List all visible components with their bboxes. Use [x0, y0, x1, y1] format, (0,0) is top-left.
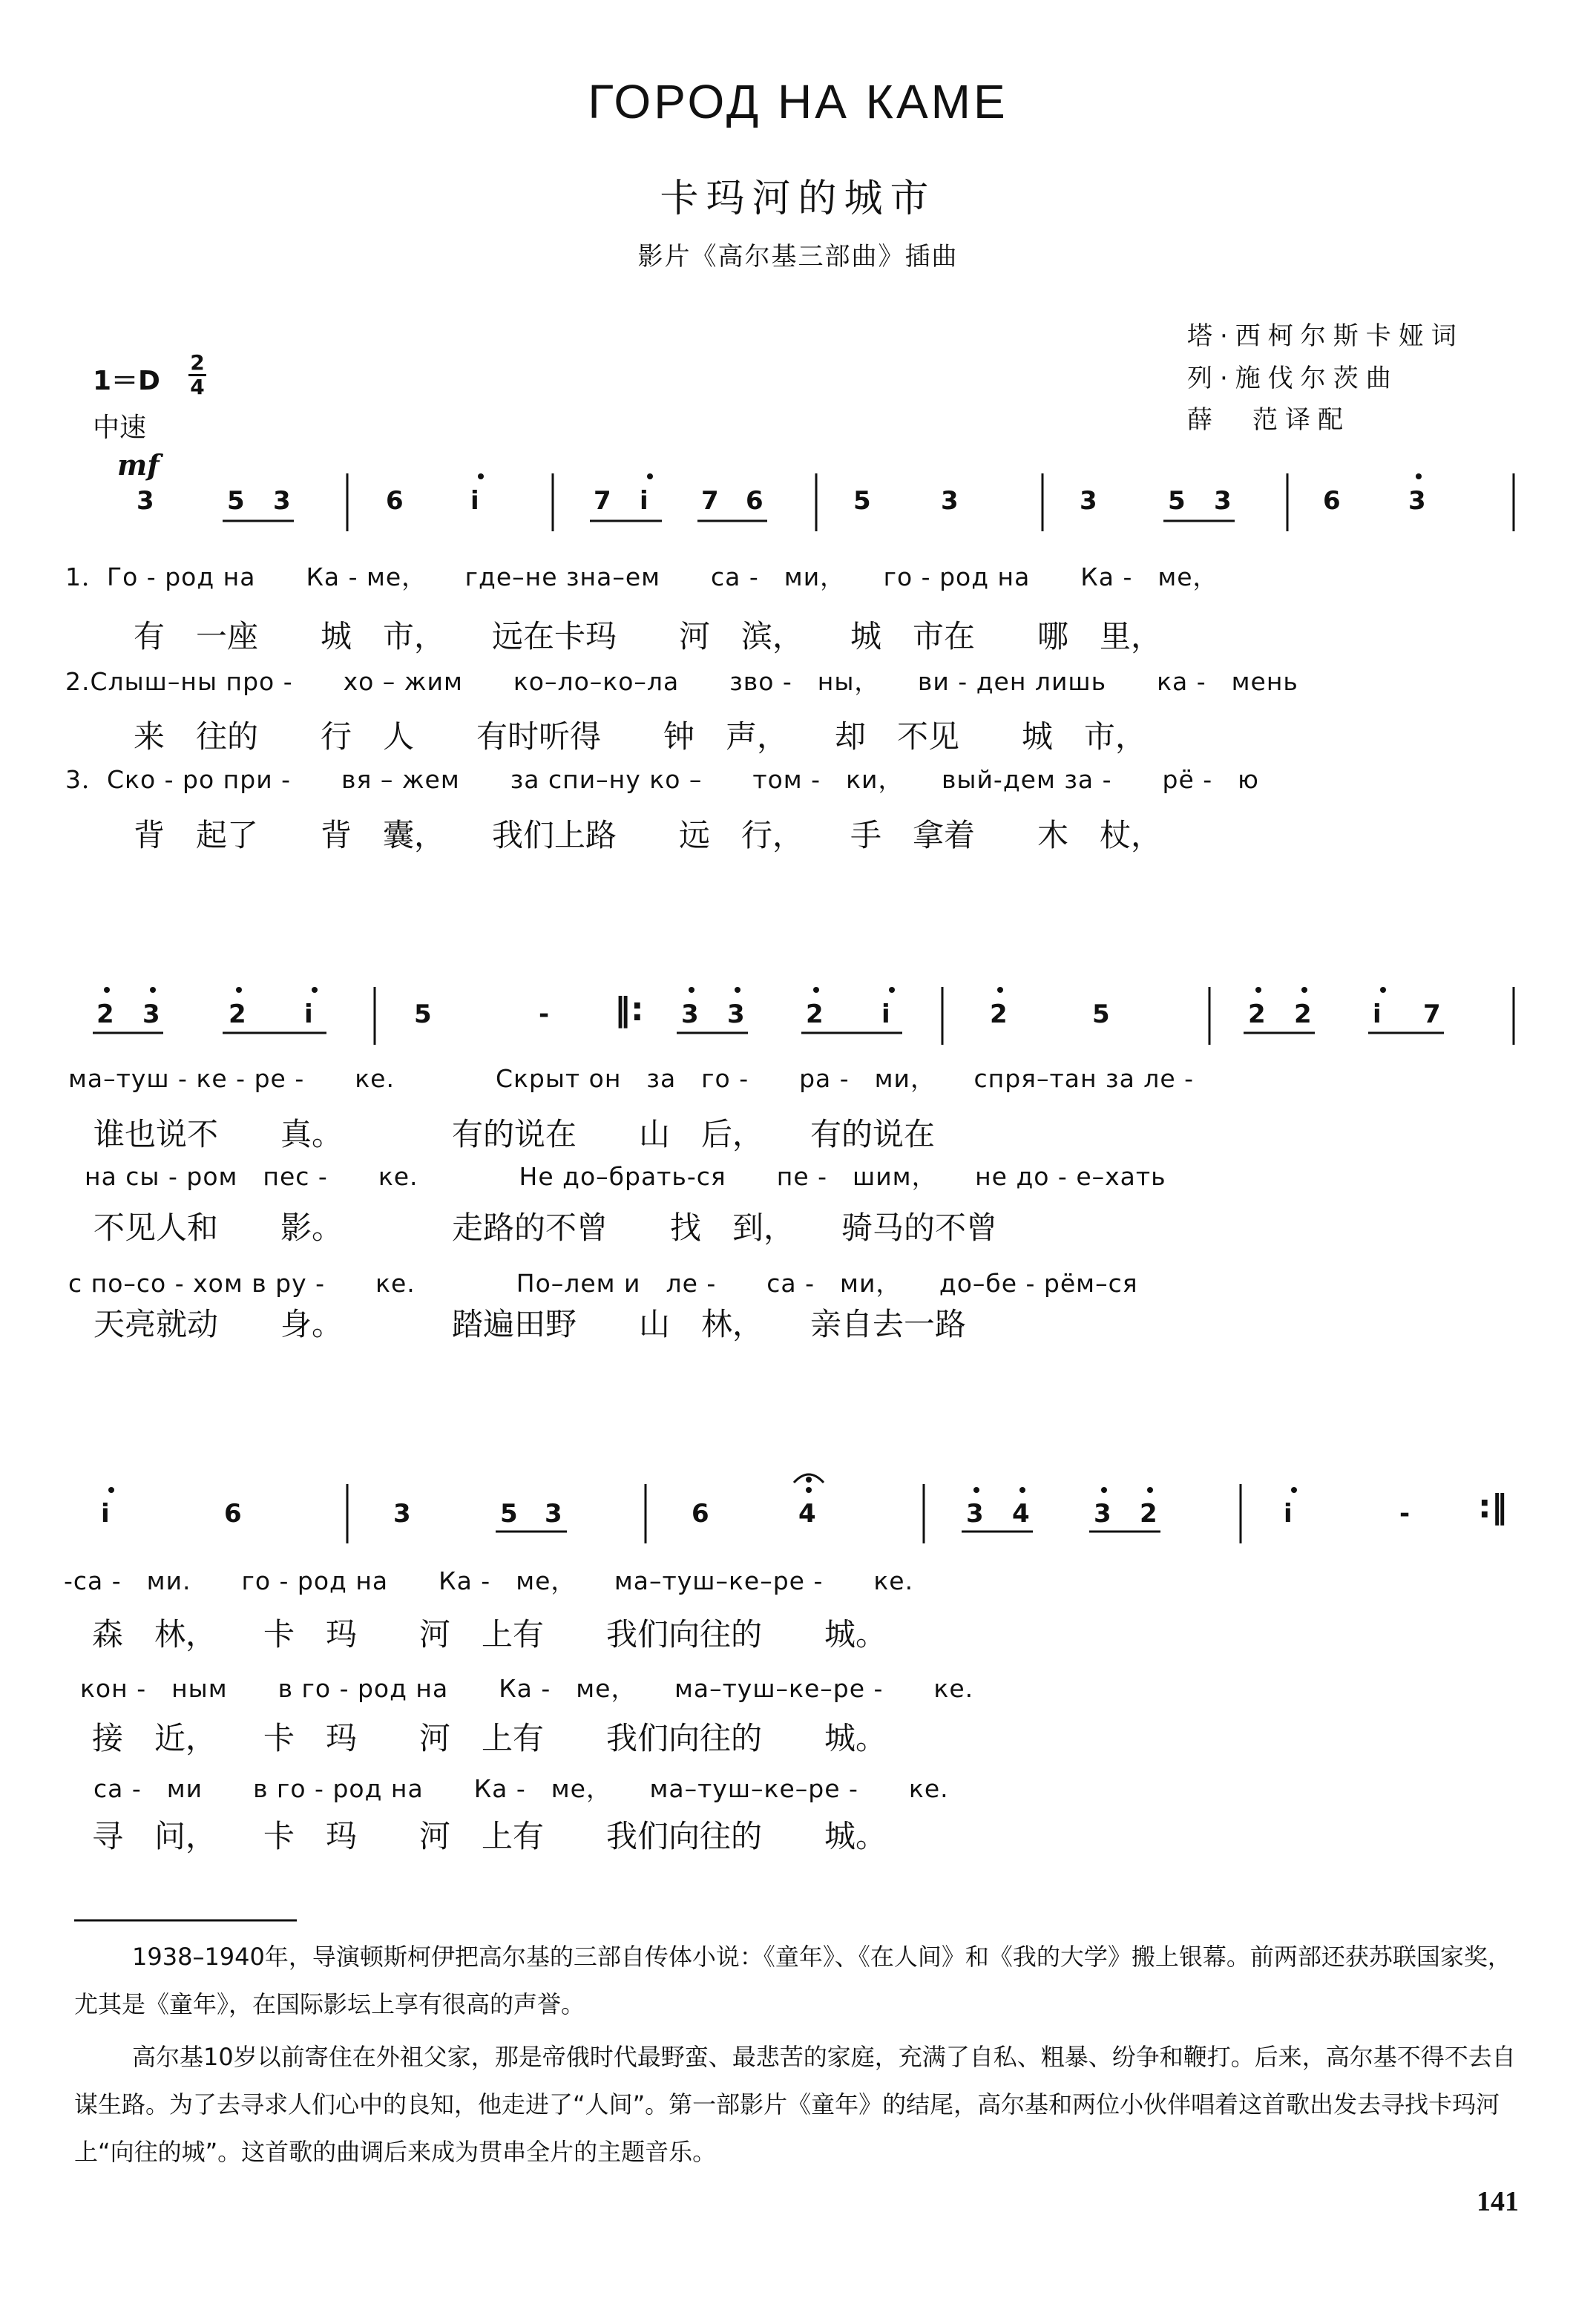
note: 2: [990, 1000, 1008, 1029]
note: 3: [273, 486, 291, 516]
octave-dot: [689, 987, 694, 993]
dynamic-mark: mf: [117, 448, 160, 482]
note: 3: [966, 1499, 984, 1529]
octave-dot: [108, 1487, 114, 1493]
note: 2: [1248, 1000, 1266, 1029]
note: 7: [1423, 1000, 1441, 1029]
octave-dot: [735, 987, 740, 993]
note: i: [304, 1000, 313, 1029]
note: 3: [1094, 1499, 1111, 1529]
note: -: [539, 1000, 550, 1029]
note: 4: [1012, 1499, 1030, 1529]
lyric-line-zh-verse3: 天亮就动 身。 踏遍田野 山 林， 亲自去一路: [93, 1306, 967, 1342]
note: 5: [1092, 1000, 1110, 1029]
note: 7: [701, 486, 719, 516]
note: 3: [137, 486, 154, 516]
note: 5: [414, 1000, 432, 1029]
note: 4: [798, 1499, 816, 1529]
octave-dot: [1101, 1487, 1107, 1493]
lyric-line-ru-verse3: 3．Ско - ро при - вя – жем за спи–ну ко – том - ки， вый-дем за - рё - ю: [65, 765, 1259, 794]
octave-dot: [312, 987, 318, 993]
note: i: [640, 486, 648, 516]
credit-translator: 薛 范译配: [1187, 405, 1350, 435]
tempo-marking: 中速: [93, 413, 147, 443]
note: 5: [227, 486, 245, 516]
octave-dot: [997, 987, 1003, 993]
note: 7: [594, 486, 611, 516]
note: 6: [1323, 486, 1341, 516]
note: 2: [1294, 1000, 1312, 1029]
repeat-end-sign: :‖: [1478, 1488, 1508, 1526]
lyric-line-ru-verse3: с по–со - хом в ру - ке. По–лем и ле - са - ми， до–бе - рём–ся: [68, 1269, 1138, 1298]
octave-dot: [1301, 987, 1307, 993]
credit-composer: 列·施伐尔茨曲: [1187, 364, 1399, 393]
note: 5: [853, 486, 871, 516]
lyric-line-zh-verse2: 不见人和 影。 走路的不曾 找 到， 骑马的不曾: [93, 1210, 998, 1246]
note: i: [1284, 1499, 1293, 1529]
lyric-line-ru-verse2: кон - ным в го - род на Ка - ме， ма–туш–ке–ре - ке.: [80, 1674, 974, 1703]
note: 2: [96, 1000, 114, 1029]
octave-dot: [236, 987, 242, 993]
note: 3: [681, 1000, 699, 1029]
octave-dot: [889, 987, 895, 993]
key-signature: 1＝D: [93, 366, 160, 396]
octave-dot: [973, 1487, 979, 1493]
octave-dot: [813, 987, 819, 993]
note: 3: [1408, 486, 1426, 516]
lyric-line-zh-verse1: 森 林， 卡 玛 河 上有 我们向往的 城。: [92, 1616, 887, 1652]
octave-dot: [1255, 987, 1261, 993]
octave-dot: [1291, 1487, 1297, 1493]
lyric-line-ru-verse1: -са - ми. го - род на Ка - ме， ма–туш–ке–ре - ке.: [64, 1566, 914, 1595]
note: 6: [746, 486, 763, 516]
lyric-line-zh-verse3: 寻 问， 卡 玛 河 上有 我们向往的 城。: [92, 1818, 887, 1854]
note: 6: [224, 1499, 242, 1529]
lyric-line-zh-verse3: 背 起了 背 囊， 我们上路 远 行， 手 拿着 木 杖，: [134, 817, 1163, 853]
fermata-dot: [806, 1477, 812, 1483]
note: -: [1399, 1499, 1411, 1529]
note: 2: [806, 1000, 824, 1029]
note: 3: [393, 1499, 411, 1529]
octave-dot: [478, 473, 484, 479]
lyric-line-zh-verse2: 来 往的 行 人 有时听得 钟 声， 却 不见 城 市，: [134, 718, 1147, 755]
note: i: [1373, 1000, 1382, 1029]
octave-dot: [647, 473, 653, 479]
note: i: [101, 1499, 110, 1529]
note: 5: [500, 1499, 518, 1529]
lyric-line-ru-verse3: са - ми в го - род на Ка - ме， ма–туш–ке–ре - ке.: [93, 1774, 949, 1803]
page-number: 141: [1477, 2186, 1519, 2217]
time-denominator: 4: [190, 375, 205, 399]
octave-dot: [1380, 987, 1386, 993]
lyric-line-zh-verse1: 有 一座 城 市， 远在卡玛 河 滨， 城 市在 哪 里，: [134, 618, 1163, 654]
footnote-paragraph-2: 高尔基10岁以前寄住在外祖父家，那是帝俄时代最野蛮、最悲苦的家庭，充满了自私、粗暴、纷争和鞭打。后来，高尔基不得不去自谋生路。为了去寻求人们心中的良知，他走进了“人间”。第一部影片《童年》的结尾，高尔基和两位小伙伴唱着这首歌出发去寻找卡玛河上“向往的城”。这首歌的曲调后来成为贯串全片的主题音乐。: [74, 2043, 1516, 2166]
note: 3: [727, 1000, 745, 1029]
octave-dot: [1147, 1487, 1153, 1493]
song-title: ГОРОД НА КАМЕ: [588, 75, 1008, 128]
octave-dot: [1019, 1487, 1025, 1493]
note: 3: [545, 1499, 562, 1529]
film-caption: 影片《高尔基三部曲》插曲: [637, 242, 959, 272]
note: 5: [1168, 486, 1186, 516]
lyric-line-zh-verse1: 谁也说不 真。 有的说在 山 后， 有的说在: [93, 1116, 936, 1152]
note: 6: [386, 486, 404, 516]
repeat-start-sign: ‖:: [614, 991, 644, 1028]
lyric-line-zh-verse2: 接 近， 卡 玛 河 上有 我们向往的 城。: [92, 1720, 887, 1756]
octave-dot: [806, 1487, 812, 1493]
note: 3: [1214, 486, 1232, 516]
octave-dot: [150, 987, 156, 993]
credit-lyricist: 塔·西柯尔斯卡娅词: [1187, 321, 1464, 351]
note: 3: [941, 486, 959, 516]
lyric-line-ru-verse1: ма–туш - ке - ре - ке. Скрыт он за го - ра - ми， спря–тан за ле -: [68, 1064, 1195, 1093]
time-numerator: 2: [190, 350, 205, 375]
note: i: [470, 486, 479, 516]
note: 3: [142, 1000, 160, 1029]
lyric-line-ru-verse1: 1．Го - род на Ка - ме， где–не зна–ем са - ми， го - род на Ка - ме，: [65, 562, 1218, 591]
note: i: [881, 1000, 890, 1029]
song-subtitle: 卡玛河的城市: [660, 177, 936, 221]
octave-dot: [1416, 473, 1422, 479]
octave-dot: [104, 987, 110, 993]
note: 2: [1140, 1499, 1157, 1529]
note: 6: [692, 1499, 709, 1529]
lyric-line-ru-verse2: на сы - ром пес - ке. Не до–брать-ся пе - шим， не до - е–хать: [85, 1162, 1166, 1191]
note: 2: [229, 1000, 246, 1029]
footnote-paragraph-1: 1938–1940年，导演顿斯柯伊把高尔基的三部自传体小说：《童年》、《在人间》和《我的大学》搬上银幕。前两部还获苏联国家奖，尤其是《童年》，在国际影坛上享有很高的声誉。: [74, 1943, 1511, 2018]
note: 3: [1080, 486, 1097, 516]
lyric-line-ru-verse2: 2.Слыш–ны про - хо – жим ко–ло–ко–ла зво - ны， ви - ден лишь ка - мень: [65, 667, 1298, 696]
